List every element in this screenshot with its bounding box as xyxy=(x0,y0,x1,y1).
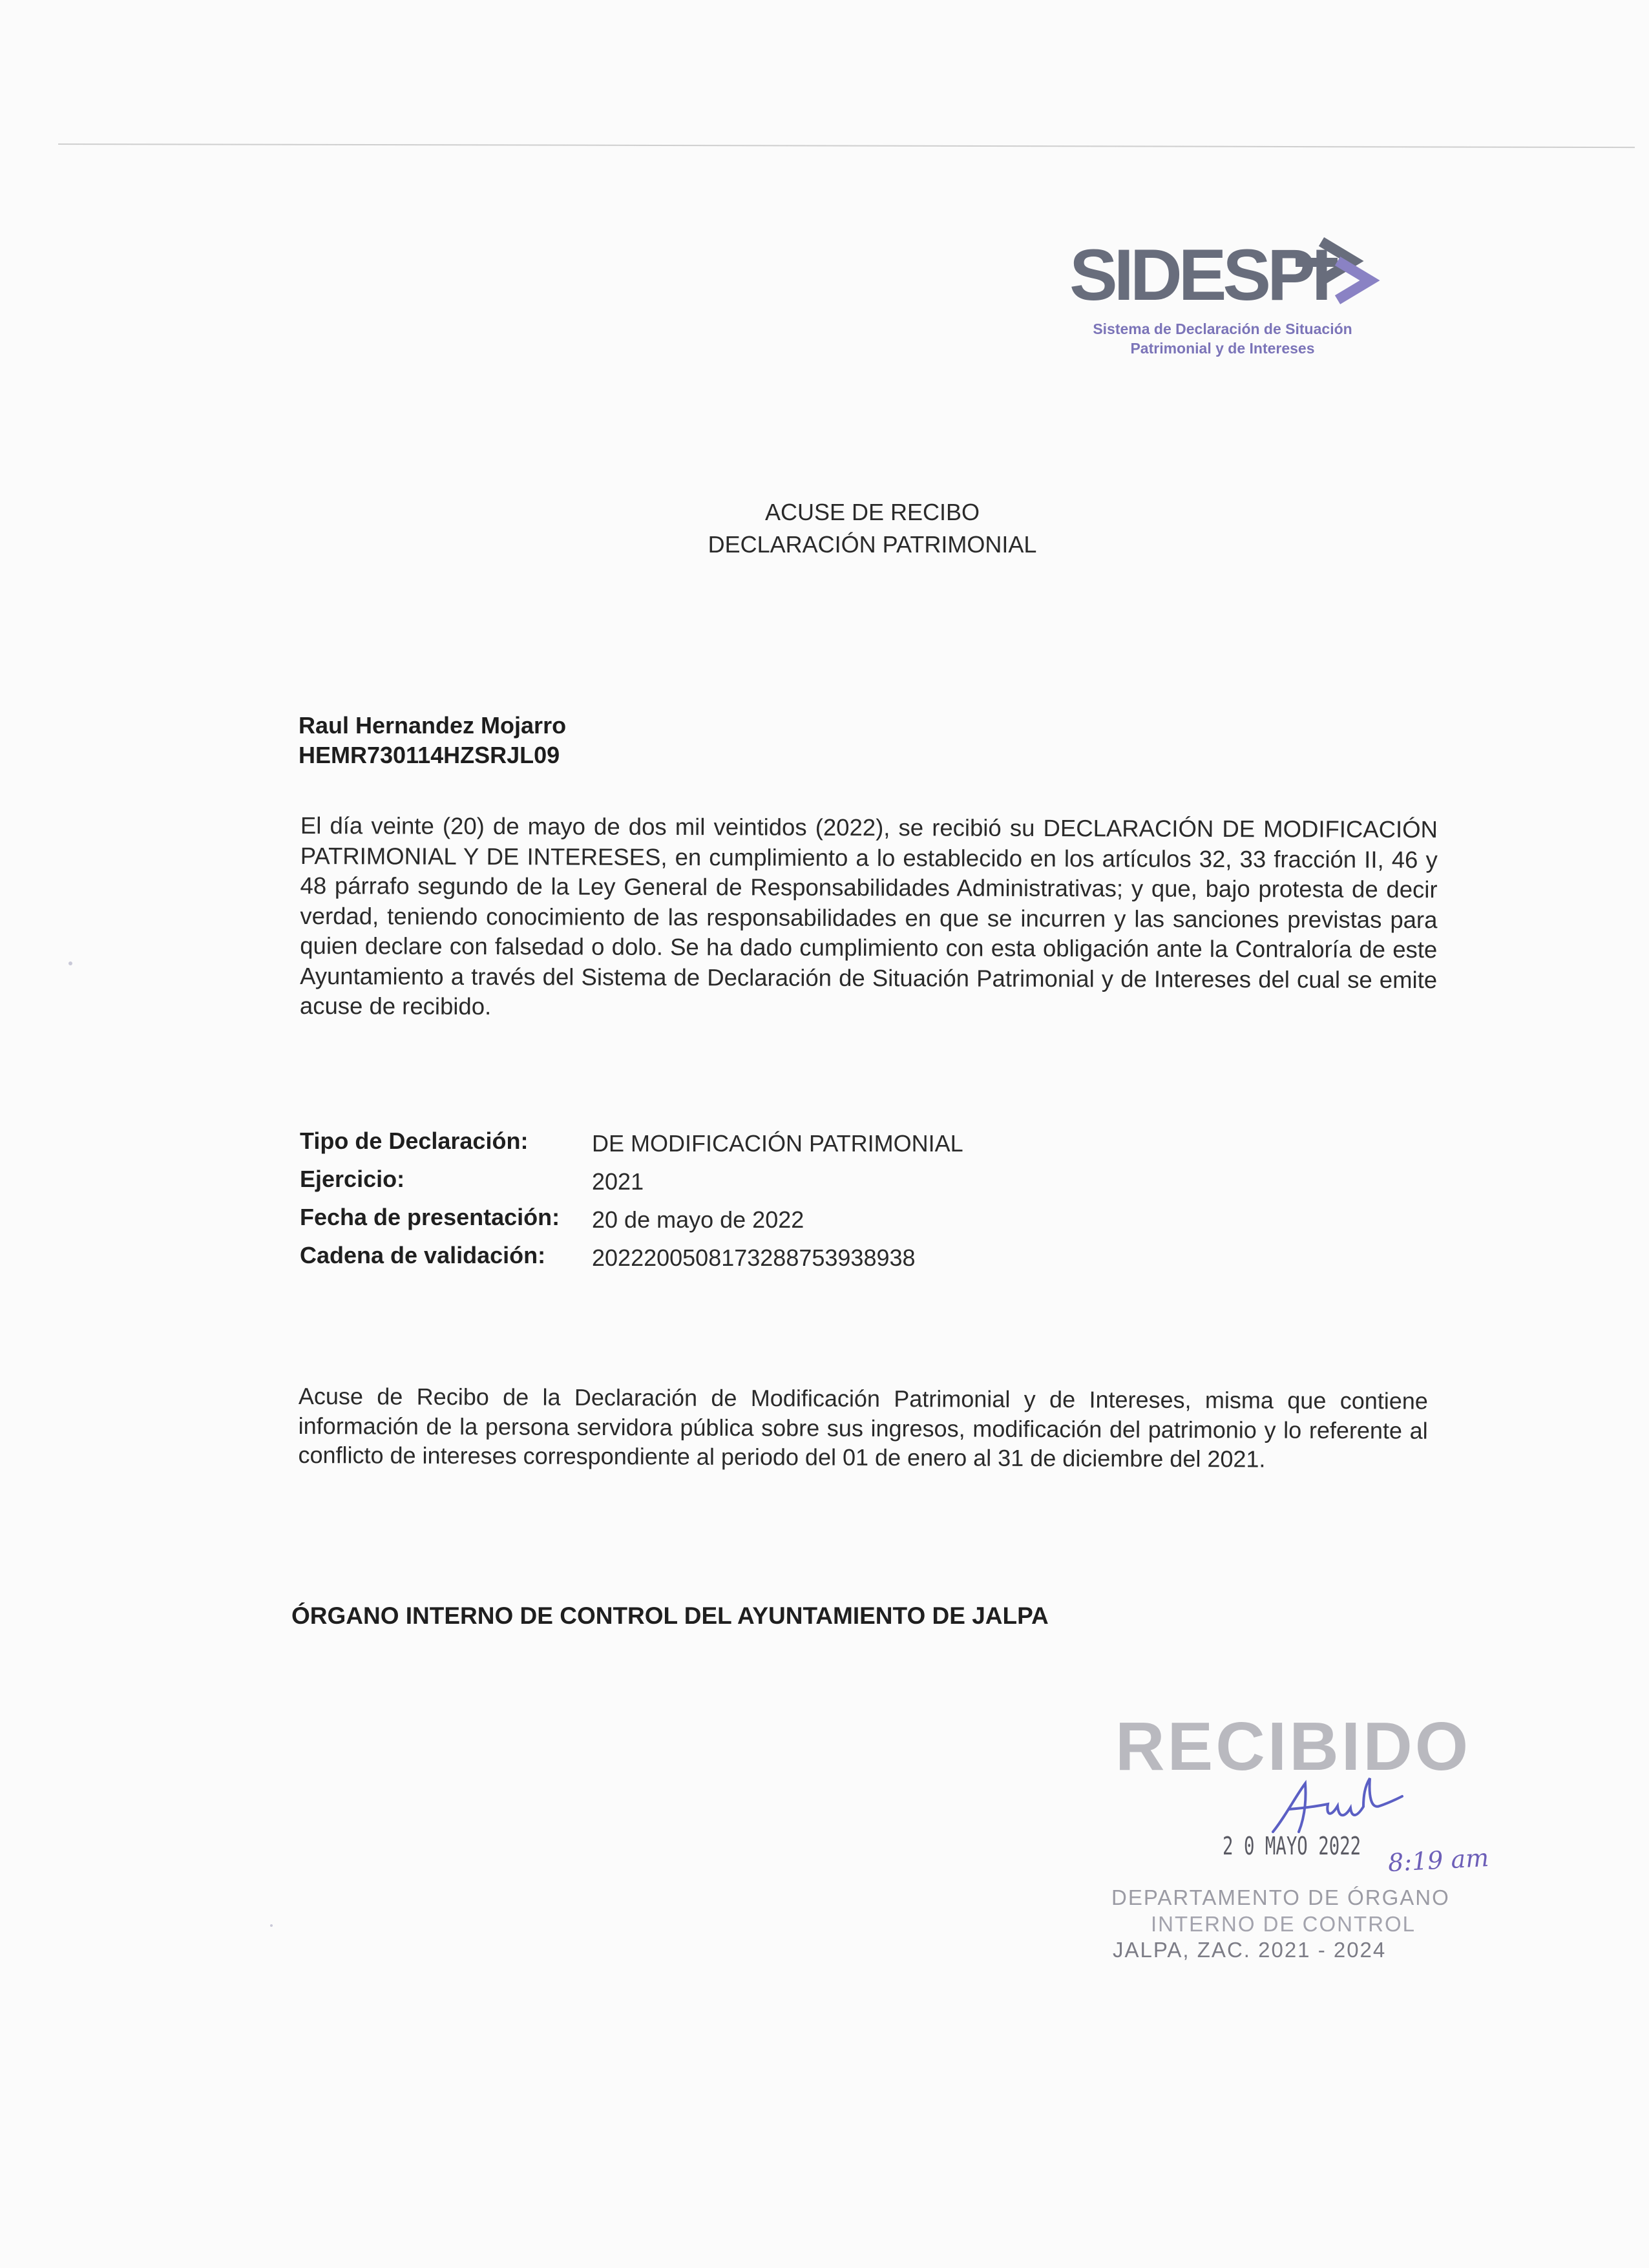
sidespi-logo xyxy=(1069,235,1380,368)
field-value: 2021 xyxy=(592,1168,644,1195)
field-label: Tipo de Declaración: xyxy=(300,1128,529,1154)
stamp-date: 2 0 MAYO 2022 xyxy=(1223,1832,1361,1860)
field-label: Fecha de presentación: xyxy=(300,1204,560,1230)
field-value: DE MODIFICACIÓN PATRIMONIAL xyxy=(592,1130,963,1157)
logo-subtitle xyxy=(1071,319,1374,358)
field-value: 2022200508173288753938938 xyxy=(592,1244,916,1271)
stamp-handwritten-time: 8:19 am xyxy=(1387,1843,1490,1878)
scan-speck xyxy=(68,961,72,965)
declarant-name: Raul Hernandez Mojarro xyxy=(299,712,567,739)
stamp-title: RECIBIDO xyxy=(1115,1708,1471,1785)
field-label: Ejercicio: xyxy=(300,1166,405,1192)
receipt-body-paragraph: El día veinte (20) de mayo de dos mil veintidos (2022), se recibió su DECLARACIÓN DE MODIFICACIÓN PATRIMONIAL Y DE INTERESES, en cumplimiento a lo establecido en los artículos 32, 33 fracción II, 46 y 48 párrafo segundo de la Ley General de Responsabilidades Administrativas; y que, bajo protesta de decir verdad, teniendo conocimiento de las responsabilidades en que se incurren y las sanciones previstas para quien declare con falsedad o dolo. Se ha dado cumplimiento con esta obligación ante la Contraloría de este Ayuntamiento a través del Sistema de Declaración de Situación Patrimonial y de Intereses del cual se emite acuse de recibido. xyxy=(299,812,1438,1020)
field-value: 20 de mayo de 2022 xyxy=(592,1206,804,1233)
logo-wordmark: SIDESPI xyxy=(1069,235,1328,315)
field-label: Cadena de validación: xyxy=(300,1242,546,1268)
received-stamp xyxy=(1098,1708,1525,1971)
document-title-line-2: DECLARACIÓN PATRIMONIAL xyxy=(708,531,1037,558)
handwritten-signature xyxy=(1266,1770,1409,1842)
scan-edge-line xyxy=(58,143,1635,148)
scan-speck xyxy=(270,1924,273,1927)
logo-subtitle-line-1: Sistema de Declaración de Situación xyxy=(1093,320,1352,337)
declarant-curp: HEMR730114HZSRJL09 xyxy=(299,742,560,768)
logo-subtitle-line-2: Patrimonial y de Intereses xyxy=(1130,340,1315,357)
issuing-organ: ÓRGANO INTERNO DE CONTROL DEL AYUNTAMIENTO DE JALPA xyxy=(291,1602,1049,1629)
stamp-line-1: DEPARTAMENTO DE ÓRGANO xyxy=(1111,1885,1450,1909)
stamp-line-2: INTERNO DE CONTROL xyxy=(1151,1912,1416,1936)
declarant-block xyxy=(299,711,566,770)
double-chevron-arrow-icon xyxy=(1292,235,1383,313)
stamp-line-3: JALPA, ZAC. 2021 - 2024 xyxy=(1113,1938,1387,1962)
receipt-summary-paragraph: Acuse de Recibo de la Declaración de Modificación Patrimonial y de Intereses, misma que contiene información de la persona servidora pública sobre sus ingresos, modificación del patrimonio y lo referente al conflicto de intereses correspondiente al periodo del 01 de enero al 31 de diciembre del 2021. xyxy=(298,1383,1428,1473)
document-title-line-1: ACUSE DE RECIBO xyxy=(764,499,980,525)
